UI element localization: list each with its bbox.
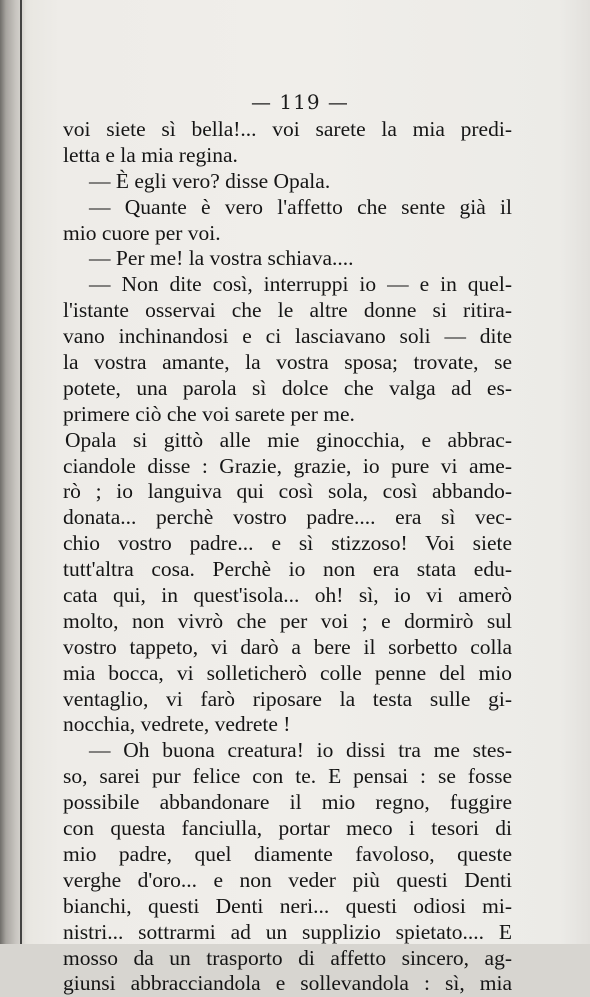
page-number: — 119 — [251,90,349,114]
text-line: — Oh buona creatura! io dissi tra me stes- [89,738,512,763]
text-line: mio cuore per voi. [63,220,221,245]
text-line: ciandole disse : Grazie, grazie, io pure vi ame- [63,453,512,478]
binding-edge-line [20,0,22,944]
text-line: Opala si gittò alle mie ginocchia, e abbrac- [65,427,512,452]
text-line: — È egli vero? disse Opala. [89,168,331,193]
text-line: tutt'altra cosa. Perchè io non era stata edu- [63,557,512,582]
text-line: possibile abbandonare il mio regno, fuggire [63,790,512,815]
text-line: giunsi abbracciandola e sollevandola : sì, mia [63,971,512,996]
text-line: molto, non vivrò che per voi ; e dormirò sul [63,608,512,633]
text-line: mia bocca, vi solleticherò colle penne del mio [63,660,512,685]
text-line: bianchi, questi Denti neri... questi odiosi mi- [63,893,512,918]
text-line: — Non dite così, interruppi io — e in quel- [89,272,512,297]
text-line: potete, una parola sì dolce che valga ad es- [63,375,512,400]
text-line: letta e la mia regina. [63,142,238,167]
text-line: con questa fanciulla, portar meco i tesori di [63,816,512,841]
text-line: rò ; io languiva qui così sola, così abbando- [63,479,512,504]
text-line: donata... perchè vostro padre.... era sì vec- [63,505,512,530]
text-line: nocchia, vedrete, vedrete ! [63,712,291,737]
body-text [63,117,512,997]
text-line: — Per me! la vostra schiava.... [89,246,354,271]
text-line: primere ciò che voi sarete per me. [63,401,355,426]
text-line: voi siete sì bella!... voi sarete la mia predi- [63,117,512,141]
text-line: so, sarei pur felice con te. E pensai : se fosse [63,764,512,789]
text-line: vano inchinandosi e ci lasciavano soli — dite [63,324,512,349]
text-line: mio padre, quel diamente favoloso, queste [63,841,512,866]
text-line: la vostra amante, la vostra sposa; trovate, se [63,350,512,375]
text-line: — Quante è vero l'affetto che sente già il [89,194,512,219]
text-line: cata qui, in quest'isola... oh! sì, io vi amerò [63,583,512,608]
binding-shadow [0,0,26,944]
text-line: chio vostro padre... e sì stizzoso! Voi siete [63,531,512,556]
text-line: nistri... sottrarmi ad un supplizio spietato.... E [63,919,512,944]
text-line: mosso da un trasporto di affetto sincero, ag- [63,945,512,970]
text-line: l'istante osservai che le altre donne si ritira- [63,298,512,323]
text-line: ventaglio, vi farò riposare la testa sulle gi- [63,686,512,711]
text-line: verghe d'oro... e non veder più questi Denti [63,867,512,892]
text-line: vostro tappeto, vi darò a bere il sorbetto colla [63,634,512,659]
